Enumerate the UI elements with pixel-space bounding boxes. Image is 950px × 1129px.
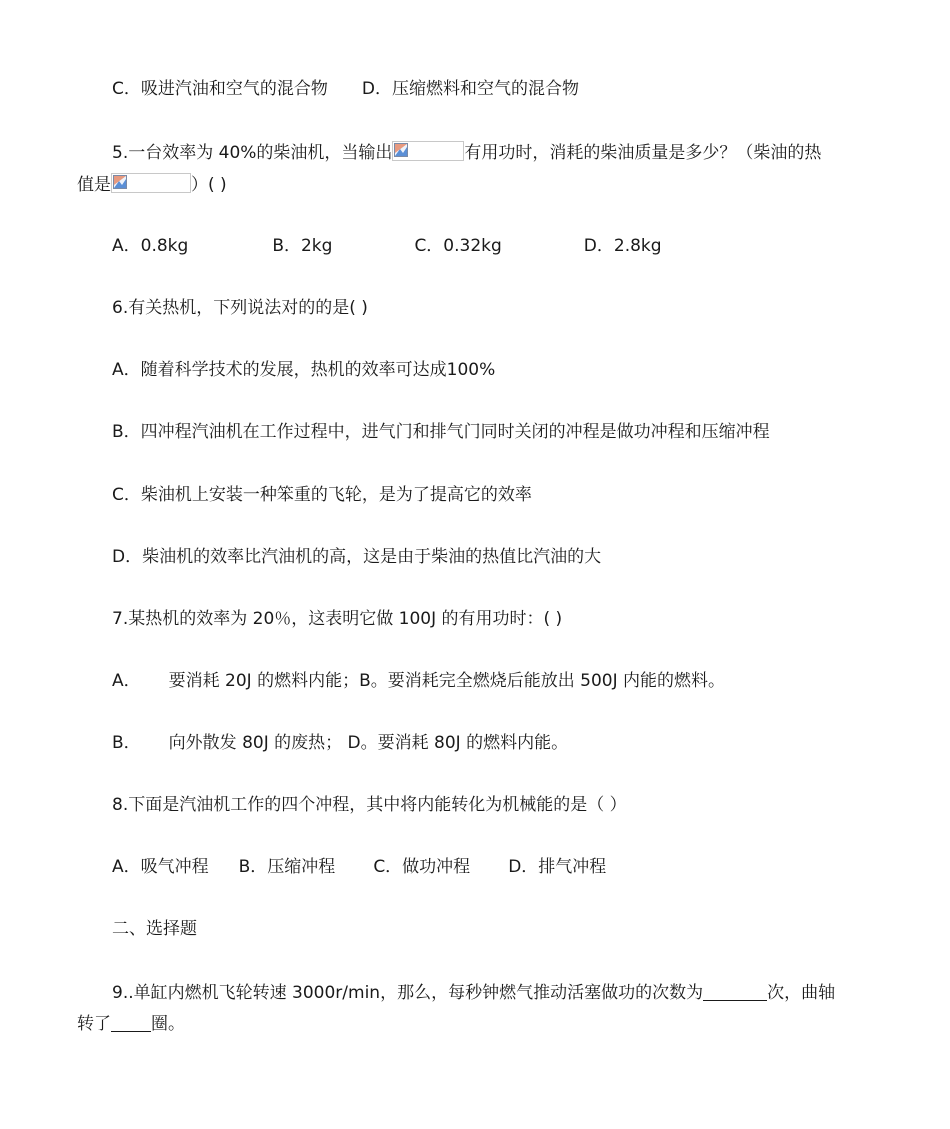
q4-options-cd bbox=[112, 77, 579, 101]
q5-text-c: 值是 bbox=[77, 175, 111, 195]
broken-image-icon bbox=[111, 173, 191, 193]
answer-blank bbox=[111, 1013, 151, 1032]
q7-options-line1 bbox=[112, 669, 725, 693]
q5-text-a: 5.一台效率为 40%的柴油机，当输出 bbox=[112, 143, 393, 163]
q5-option-b: B．2kg bbox=[272, 236, 333, 256]
q5-options bbox=[112, 234, 662, 258]
answer-blank bbox=[703, 982, 767, 1001]
q9-stem-line2 bbox=[77, 1012, 185, 1036]
q5-text-d: ）( ) bbox=[191, 175, 227, 195]
q5-option-a: A．0.8kg bbox=[112, 236, 189, 256]
broken-image-icon bbox=[392, 141, 464, 161]
q8-option-b: B．压缩冲程 bbox=[238, 857, 336, 877]
q7-line2-label: B． bbox=[112, 733, 141, 753]
q6-option-c: C．柴油机上安装一种笨重的飞轮，是为了提高它的效率 bbox=[112, 485, 532, 505]
q5-option-d: D．2.8kg bbox=[583, 236, 662, 256]
q9-text-d: 圈。 bbox=[151, 1014, 185, 1034]
q9-text-c: 转了 bbox=[77, 1014, 111, 1034]
q8-option-a: A．吸气冲程 bbox=[112, 857, 209, 877]
q8-option-d: D．排气冲程 bbox=[508, 857, 607, 877]
q7-options-line2 bbox=[112, 731, 568, 755]
q6-option-b: B．四冲程汽油机在工作过程中，进气门和排气门同时关闭的冲程是做功冲程和压缩冲程 bbox=[112, 422, 770, 442]
q8-stem: 8.下面是汽油机工作的四个冲程，其中将内能转化为机械能的是（ ） bbox=[112, 795, 627, 815]
q5-stem-line1 bbox=[112, 141, 821, 165]
q7-line1-label: A． bbox=[112, 671, 141, 691]
q4-option-d: D．压缩燃料和空气的混合物 bbox=[361, 79, 579, 99]
q5-option-c: C．0.32kg bbox=[414, 236, 502, 256]
q9-text-b: 次，曲轴 bbox=[767, 983, 836, 1003]
q7-line2-text: 向外散发 80J 的废热； D。要消耗 80J 的燃料内能。 bbox=[168, 733, 569, 753]
section-title: 二、选择题 bbox=[112, 919, 197, 939]
q6-stem: 6.有关热机，下列说法对的的是( ) bbox=[112, 298, 368, 318]
q6-option-d: D．柴油机的效率比汽油机的高，这是由于柴油的热值比汽油的大 bbox=[112, 547, 602, 567]
q5-stem-line2 bbox=[77, 173, 227, 197]
q5-text-b: 有用功时，消耗的柴油质量是多少？（柴油的热 bbox=[464, 143, 822, 163]
q9-stem-line1 bbox=[112, 981, 835, 1005]
q9-text-a: 9..单缸内燃机飞轮转速 3000r/min，那么，每秒钟燃气推动活塞做功的次数为 bbox=[112, 983, 704, 1003]
q7-line1-text: 要消耗 20J 的燃料内能；B。要消耗完全燃烧后能放出 500J 内能的燃料。 bbox=[168, 671, 726, 691]
q7-stem: 7.某热机的效率为 20％，这表明它做 100J 的有用功时：( ) bbox=[112, 609, 563, 629]
q8-option-c: C．做功冲程 bbox=[373, 857, 471, 877]
q6-option-a: A．随着科学技术的发展，热机的效率可达成100% bbox=[112, 360, 496, 380]
q8-options bbox=[112, 855, 606, 879]
q4-option-c: C．吸进汽油和空气的混合物 bbox=[112, 79, 328, 99]
